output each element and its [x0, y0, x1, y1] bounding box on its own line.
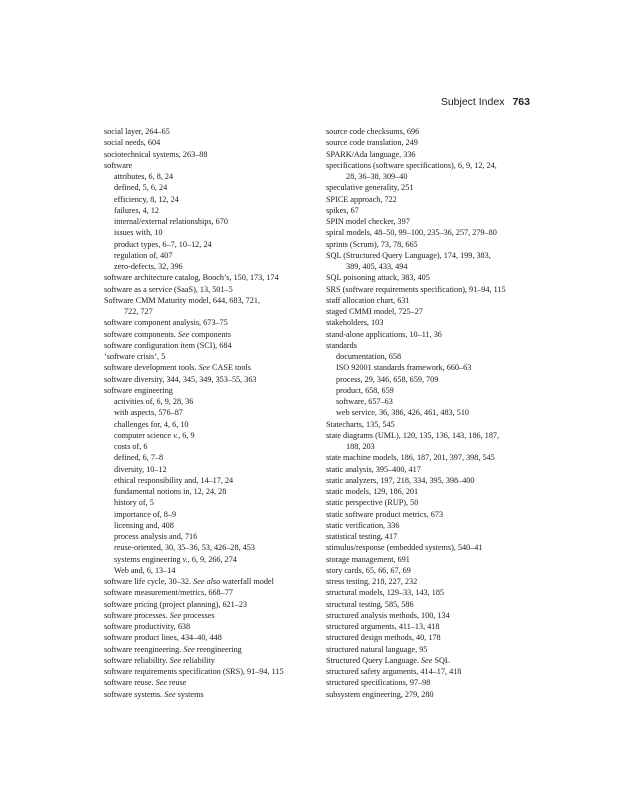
index-entry [326, 216, 541, 227]
index-entry [104, 295, 319, 318]
index-entry [326, 227, 541, 238]
index-subentry [104, 396, 319, 407]
entry-text: stimulus/response (embedded systems), 540–41 [326, 543, 483, 553]
index-entry [326, 126, 541, 137]
index-subentry [104, 430, 319, 441]
index-entry [326, 160, 541, 183]
index-entry [326, 284, 541, 295]
index-subentry [104, 407, 319, 418]
index-entry [104, 374, 319, 385]
entry-text: with aspects, 576–87 [114, 408, 183, 418]
index-subentry [104, 171, 319, 182]
index-entry [326, 610, 541, 621]
cross-reference-marker: See [155, 678, 167, 688]
entry-text: attributes, 6, 8, 24 [114, 172, 174, 181]
entry-text: SQL (Structured Query Language), 174, 199, 383, [326, 250, 491, 260]
index-subentry [104, 227, 319, 238]
cross-reference-marker: v. [173, 430, 179, 440]
entry-text: SPIN model checker, 397 [326, 217, 410, 226]
index-entry [104, 362, 319, 373]
index-entry [326, 317, 541, 328]
index-entry [104, 385, 319, 396]
cross-reference-target: reuse [166, 678, 187, 688]
entry-text: specifications (software specifications), 6, 9, 12, 24, [326, 160, 497, 170]
entry-text: ISO 92001 standards framework, 660–63 [336, 363, 472, 373]
entry-text: computer science [114, 430, 172, 440]
index-subentry [326, 374, 541, 385]
index-entry [326, 340, 541, 351]
index-entry [326, 452, 541, 463]
index-subentry [104, 452, 319, 463]
entry-text: structured analysis methods, 100, 134 [326, 610, 450, 620]
entry-text: static analyzers, 197, 218, 334, 395, 398–400 [326, 475, 475, 485]
entry-text: structured safety arguments, 414–17, 418 [326, 667, 462, 676]
index-entry [326, 520, 541, 531]
entry-text: efficiency, 8, 12, 24 [114, 194, 179, 204]
index-entry [326, 149, 541, 160]
running-header [441, 96, 530, 108]
entry-text: source code translation, 249 [326, 138, 418, 148]
cross-reference-target: SQL [432, 655, 450, 665]
entry-text: costs of, 6 [114, 442, 148, 451]
entry-text: fundamental notions in, 12, 24, 28 [114, 487, 227, 496]
index-entry [326, 497, 541, 508]
entry-continuation: 389, 405, 433, 494 [346, 262, 408, 271]
index-entry [326, 430, 541, 453]
entry-text: software engineering [104, 385, 173, 395]
entry-text: structured specifications, 97–98 [326, 678, 431, 688]
cross-reference-marker: See [177, 329, 190, 339]
entry-text: web service, 36, 386, 426, 461, 483, 510 [336, 408, 470, 418]
index-entry [326, 194, 541, 205]
index-subentry [104, 565, 319, 576]
index-entry [326, 599, 541, 610]
index-subentry [104, 554, 319, 565]
index-subentry [104, 464, 319, 475]
index-entry [104, 149, 319, 160]
entry-text: static software product metrics, 673 [326, 509, 444, 519]
index-subentry [104, 205, 319, 216]
cross-reference-target: waterfall model [220, 577, 274, 586]
index-entry [104, 284, 319, 295]
entry-text: software architecture catalog, Booch’s, 150, 173, 174 [104, 273, 279, 283]
entry-text: software reuse. [104, 678, 154, 688]
section-title: Subject Index [440, 96, 505, 108]
entry-text: spiral models, 48–50, 99–100, 235–36, 257, 279–80 [326, 228, 497, 238]
index-subentry [326, 362, 541, 373]
entry-text: software component analysis, 673–75 [104, 318, 228, 328]
entry-text: state diagrams (UML), 120, 135, 136, 143, 186, 187, [326, 430, 500, 440]
index-entry [104, 587, 319, 598]
index-column-left [104, 126, 319, 700]
index-entry [326, 295, 541, 306]
index-entry [326, 419, 541, 430]
entry-text: software pricing (project planning), 621–23 [104, 599, 248, 609]
index-entry [326, 137, 541, 148]
entry-text: regulation of, 407 [114, 250, 173, 260]
cross-reference-target: processes [181, 610, 215, 620]
index-entry [104, 340, 319, 351]
entry-text: speculative generality, 251 [326, 183, 414, 193]
index-entry [326, 644, 541, 655]
cross-reference-marker: v. [182, 554, 188, 564]
index-entry [104, 126, 319, 137]
entry-continuation: 28, 36–38, 309–40 [346, 172, 408, 181]
entry-text: documentation, 658 [336, 352, 402, 361]
index-entry [104, 160, 319, 171]
cross-reference-marker: See [164, 689, 176, 699]
entry-text: static verification, 336 [326, 520, 400, 530]
entry-text: stress testing, 218, 227, 232 [326, 577, 418, 586]
entry-text: process analysis and, 716 [114, 532, 198, 541]
index-subentry [104, 531, 319, 542]
index-subentry [326, 385, 541, 396]
entry-text: software reliability. [104, 655, 168, 665]
entry-text: standards [326, 340, 357, 350]
index-entry [104, 329, 319, 340]
index-subentry [104, 216, 319, 227]
cross-reference-marker: See [198, 363, 210, 373]
entry-text: static models, 129, 186, 201 [326, 487, 419, 496]
index-subentry [104, 497, 319, 508]
index-subentry [104, 475, 319, 486]
index-entry [326, 509, 541, 520]
index-entry [326, 621, 541, 632]
cross-reference-marker: See [169, 610, 182, 620]
entry-text: spikes, 67 [326, 205, 359, 215]
entry-text: static perspective (RUP), 50 [326, 498, 419, 508]
entry-text: challenges for, 4, 6, 10 [114, 419, 189, 429]
entry-text: software, 657–63 [336, 397, 393, 406]
entry-text: software development tools. [104, 363, 197, 373]
index-entry [104, 666, 319, 677]
cross-reference-target: components [189, 329, 231, 339]
entry-text: history of, 5 [114, 498, 154, 508]
entry-text: SRS (software requirements specification), 91–94, 115 [326, 284, 506, 294]
index-entry [104, 689, 319, 700]
index-subentry [104, 542, 319, 553]
entry-text: SPARK/Ada language, 336 [326, 149, 416, 159]
cross-reference-marker: See [421, 655, 433, 665]
index-entry [326, 272, 541, 283]
cross-reference-target: reengineering [194, 644, 242, 654]
entry-text: story cards, 65, 66, 67, 69 [326, 565, 411, 575]
index-subentry [104, 250, 319, 261]
index-entry [104, 351, 319, 362]
index-entry [326, 475, 541, 486]
entry-text: software reengineering. [104, 644, 182, 654]
entry-text: source code checksums, 696 [326, 127, 420, 136]
entry-text: Web and, 6, 13–14 [114, 565, 176, 575]
cross-reference-target: reliability [181, 655, 215, 665]
entry-text: software diversity, 344, 345, 349, 353–55, 363 [104, 374, 257, 384]
entry-text: staff allocation chart, 631 [326, 295, 410, 305]
index-subentry [104, 194, 319, 205]
cross-reference-target: systems [175, 689, 204, 699]
entry-text: Statecharts, 135, 545 [326, 419, 395, 429]
entry-text: structured natural language, 95 [326, 644, 428, 654]
entry-text: storage management, 691 [326, 554, 410, 564]
index-subentry [104, 509, 319, 520]
entry-text: software processes. [104, 610, 168, 620]
entry-text: statistical testing, 417 [326, 532, 398, 541]
entry-text: importance of, 8–9 [114, 509, 177, 519]
entry-text: activities of, 6, 9, 28, 36 [114, 397, 194, 406]
index-entry [326, 689, 541, 700]
entry-text: defined, 6, 7–8 [114, 453, 164, 463]
index-subentry [104, 182, 319, 193]
entry-text: zero-defects, 32, 396 [114, 262, 183, 271]
entry-text: software systems. [104, 689, 163, 699]
entry-text: structural testing, 585, 586 [326, 599, 414, 609]
cross-reference-target: , 6, 9 [178, 430, 195, 440]
index-entry [326, 542, 541, 553]
entry-text: subsystem engineering, 279, 280 [326, 689, 434, 699]
entry-text: SQL poisoning attack, 383, 405 [326, 273, 430, 283]
entry-text: software requirements specification (SRS), 91–94, 115 [104, 667, 284, 676]
index-entry [326, 565, 541, 576]
index-entry [326, 587, 541, 598]
cross-reference-marker: See also [193, 577, 221, 586]
entry-text: software life cycle, 30–32. [104, 577, 192, 586]
index-subentry [104, 520, 319, 531]
entry-text: product, 658, 659 [336, 385, 394, 395]
entry-continuation: 188, 203 [346, 442, 375, 451]
index-subentry [104, 486, 319, 497]
entry-text: stakeholders, 103 [326, 318, 384, 328]
entry-text: sociotechnical systems, 263–88 [104, 149, 208, 159]
entry-text: systems engineering [114, 554, 181, 564]
index-entry [104, 632, 319, 643]
entry-text: reuse-oriented, 30, 35–36, 53, 426–28, 453 [114, 543, 255, 553]
entry-text: Software CMM Maturity model, 644, 683, 721, [104, 295, 261, 305]
index-entry [326, 306, 541, 317]
index-entry [104, 317, 319, 328]
entry-text: licensing and, 408 [114, 520, 174, 530]
entry-text: staged CMMI model, 725–27 [326, 307, 423, 316]
entry-text: stand-alone applications, 10–11, 36 [326, 329, 442, 339]
entry-text: ethical responsibility and, 14–17, 24 [114, 475, 234, 485]
entry-text: structured arguments, 411–13, 418 [326, 622, 440, 631]
entry-text: social layer, 264–65 [104, 127, 170, 136]
index-entry [104, 137, 319, 148]
index-entry [326, 486, 541, 497]
index-entry [104, 272, 319, 283]
index-subentry [104, 419, 319, 430]
entry-text: process, 29, 346, 658, 659, 709 [336, 374, 439, 384]
entry-text: social needs, 604 [104, 138, 161, 148]
entry-text: structured design methods, 40, 178 [326, 633, 441, 643]
entry-text: state machine models, 186, 187, 201, 397, 398, 545 [326, 453, 495, 463]
index-entry [326, 677, 541, 688]
index-entry [104, 677, 319, 688]
entry-text: issues with, 10 [114, 228, 163, 238]
cross-reference-marker: See [169, 655, 182, 665]
index-column-right [326, 126, 541, 700]
index-entry [326, 531, 541, 542]
index-subentry [326, 407, 541, 418]
index-entry [326, 666, 541, 677]
entry-text: software productivity, 638 [104, 622, 191, 631]
index-subentry [326, 351, 541, 362]
index-subentry [326, 396, 541, 407]
index-entry [326, 182, 541, 193]
entry-text: software components. [104, 329, 176, 339]
entry-text: product types, 6–7, 10–12, 24 [114, 239, 212, 249]
cross-reference-marker: See [183, 644, 195, 654]
index-entry [104, 610, 319, 621]
entry-text: software [104, 160, 133, 170]
index-entry [326, 205, 541, 216]
entry-text: software configuration item (SCI), 684 [104, 340, 232, 350]
entry-text: SPICE approach, 722 [326, 194, 397, 204]
index-entry [326, 464, 541, 475]
entry-text: software measurement/metrics, 668–77 [104, 588, 233, 598]
cross-reference-target: CASE tools [209, 363, 251, 373]
index-entry [326, 655, 541, 666]
index-entry [104, 655, 319, 666]
entry-text: software as a service (SaaS), 13, 501–5 [104, 284, 233, 294]
entry-text: software product lines, 434–40, 448 [104, 633, 222, 643]
index-entry [104, 621, 319, 632]
entry-text: static analysis, 395–400, 417 [326, 464, 421, 474]
entry-text: internal/external relationships, 670 [114, 217, 228, 226]
entry-continuation: 722, 727 [124, 307, 153, 316]
entry-text: structural models, 129–33, 143, 185 [326, 588, 445, 598]
index-entry [326, 250, 541, 273]
cross-reference-target: , 6, 9, 266, 274 [187, 554, 237, 564]
index-entry [326, 239, 541, 250]
entry-text: ‘software crisis’, 5 [104, 352, 166, 361]
entry-text: Structured Query Language. [326, 655, 419, 665]
entry-text: defined, 5, 6, 24 [114, 183, 168, 193]
entry-text: sprints (Scrum), 73, 78, 665 [326, 239, 418, 249]
index-entry [326, 554, 541, 565]
index-entry [326, 632, 541, 643]
index-entry [104, 599, 319, 610]
page-number: 763 [512, 96, 530, 108]
entry-text: failures, 4, 12 [114, 205, 160, 215]
index-entry [326, 576, 541, 587]
index-subentry [104, 441, 319, 452]
index-subentry [104, 239, 319, 250]
index-subentry [104, 261, 319, 272]
index-entry [326, 329, 541, 340]
index-entry [104, 576, 319, 587]
entry-text: diversity, 10–12 [114, 464, 167, 474]
index-entry [104, 644, 319, 655]
